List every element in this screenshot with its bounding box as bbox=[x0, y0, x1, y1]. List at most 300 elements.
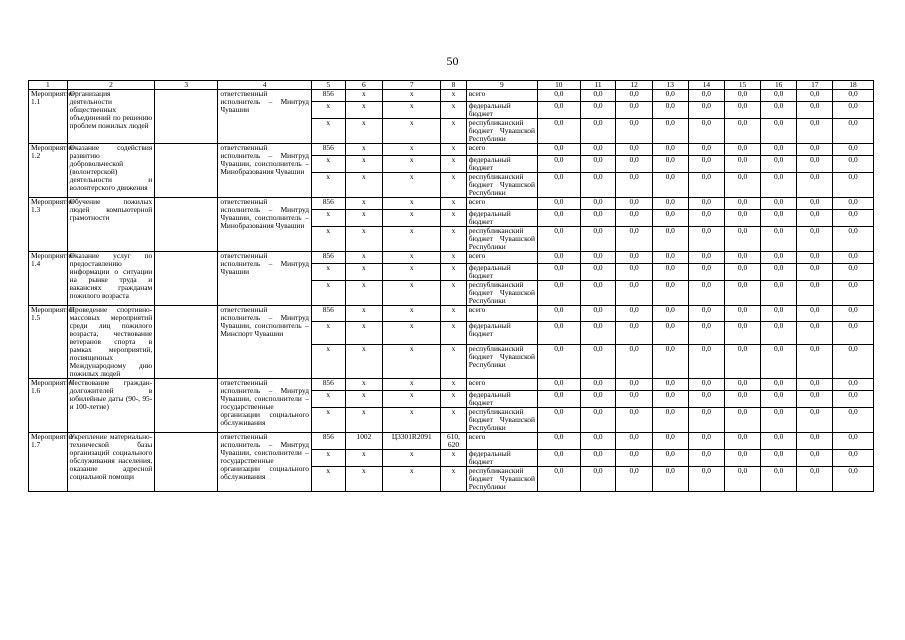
code-cell: x bbox=[345, 90, 383, 102]
amount-cell: 0,0 bbox=[652, 322, 688, 345]
code-cell: x bbox=[345, 227, 383, 252]
amount-cell: 0,0 bbox=[688, 391, 725, 408]
amount-cell: 0,0 bbox=[833, 119, 874, 144]
table-row bbox=[29, 433, 874, 450]
amount-cell: 0,0 bbox=[725, 391, 761, 408]
code-cell: x bbox=[311, 408, 345, 433]
amount-cell: 0,0 bbox=[537, 322, 580, 345]
amount-cell: 0,0 bbox=[760, 227, 797, 252]
amount-cell: 0,0 bbox=[580, 281, 616, 306]
amount-cell: 0,0 bbox=[833, 252, 874, 264]
amount-cell: 0,0 bbox=[537, 467, 580, 492]
amount-cell: 0,0 bbox=[580, 102, 616, 119]
amount-cell: 0,0 bbox=[616, 281, 653, 306]
amount-cell: 0,0 bbox=[652, 450, 688, 467]
amount-cell: 0,0 bbox=[616, 467, 653, 492]
event-executor: ответственный исполнитель – Минтруд Чувашии, соисполнитель – Минобразования Чувашии bbox=[218, 144, 312, 198]
fund-source: всего bbox=[466, 433, 537, 450]
amount-cell: 0,0 bbox=[688, 102, 725, 119]
amount-cell: 0,0 bbox=[833, 450, 874, 467]
code-cell: x bbox=[441, 156, 466, 173]
code-cell: x bbox=[311, 322, 345, 345]
amount-cell: 0,0 bbox=[725, 306, 761, 322]
amount-cell: 0,0 bbox=[833, 173, 874, 198]
amount-cell: 0,0 bbox=[537, 379, 580, 391]
code-cell: x bbox=[345, 252, 383, 264]
amount-cell: 0,0 bbox=[616, 198, 653, 210]
code-cell: x bbox=[311, 156, 345, 173]
event-executor: ответственный исполнитель – Минтруд Чувашии bbox=[218, 90, 312, 144]
code-cell: x bbox=[441, 391, 466, 408]
amount-cell: 0,0 bbox=[652, 408, 688, 433]
amount-cell: 0,0 bbox=[616, 408, 653, 433]
code-cell: x bbox=[383, 408, 441, 433]
amount-cell: 0,0 bbox=[688, 144, 725, 156]
amount-cell: 0,0 bbox=[616, 119, 653, 144]
event-code: Мероприятие 1.5 bbox=[29, 306, 68, 379]
amount-cell: 0,0 bbox=[688, 227, 725, 252]
amount-cell: 0,0 bbox=[616, 173, 653, 198]
code-cell: x bbox=[311, 264, 345, 281]
event-code: Мероприятие 1.7 bbox=[29, 433, 68, 492]
code-cell: x bbox=[441, 379, 466, 391]
amount-cell: 0,0 bbox=[537, 281, 580, 306]
amount-cell: 0,0 bbox=[580, 433, 616, 450]
amount-cell: 0,0 bbox=[725, 408, 761, 433]
event-name: Чествование граждан-долгожителей в юбилейные даты (90-, 95- и 100-летие) bbox=[67, 379, 155, 433]
event-code: Мероприятие 1.2 bbox=[29, 144, 68, 198]
amount-cell: 0,0 bbox=[760, 102, 797, 119]
code-cell: x bbox=[383, 281, 441, 306]
event-name: Оказание услуг по предоставлению информации о ситуации на рынке труда и вакансиях гражданам пожилого возраста bbox=[67, 252, 155, 306]
amount-cell: 0,0 bbox=[580, 322, 616, 345]
code-cell: x bbox=[441, 227, 466, 252]
amount-cell: 0,0 bbox=[760, 156, 797, 173]
amount-cell: 0,0 bbox=[760, 252, 797, 264]
code-cell: x bbox=[383, 198, 441, 210]
code-cell: x bbox=[345, 467, 383, 492]
code-cell: 856 bbox=[311, 252, 345, 264]
amount-cell: 0,0 bbox=[725, 322, 761, 345]
amount-cell: 0,0 bbox=[760, 210, 797, 227]
budget-table bbox=[28, 80, 874, 492]
fund-source: республиканский бюджет Чувашской Республики bbox=[466, 408, 537, 433]
amount-cell: 0,0 bbox=[833, 281, 874, 306]
amount-cell: 0,0 bbox=[616, 210, 653, 227]
amount-cell: 0,0 bbox=[688, 264, 725, 281]
amount-cell: 0,0 bbox=[760, 281, 797, 306]
code-cell: x bbox=[311, 467, 345, 492]
amount-cell: 0,0 bbox=[797, 379, 833, 391]
amount-cell: 0,0 bbox=[580, 210, 616, 227]
code-cell: x bbox=[441, 467, 466, 492]
code-cell: x bbox=[441, 306, 466, 322]
amount-cell: 0,0 bbox=[688, 281, 725, 306]
code-cell: x bbox=[441, 345, 466, 379]
amount-cell: 0,0 bbox=[833, 90, 874, 102]
amount-cell: 0,0 bbox=[760, 433, 797, 450]
amount-cell: 0,0 bbox=[833, 408, 874, 433]
amount-cell: 0,0 bbox=[580, 467, 616, 492]
amount-cell: 0,0 bbox=[652, 345, 688, 379]
amount-cell: 0,0 bbox=[580, 306, 616, 322]
amount-cell: 0,0 bbox=[797, 90, 833, 102]
amount-cell: 0,0 bbox=[725, 281, 761, 306]
code-cell: 856 bbox=[311, 306, 345, 322]
code-cell: x bbox=[383, 102, 441, 119]
code-cell: x bbox=[311, 119, 345, 144]
amount-cell: 0,0 bbox=[797, 450, 833, 467]
amount-cell: 0,0 bbox=[797, 281, 833, 306]
table-row bbox=[29, 90, 874, 102]
code-cell: x bbox=[441, 252, 466, 264]
amount-cell: 0,0 bbox=[760, 144, 797, 156]
header-cell: 6 bbox=[345, 81, 383, 90]
fund-source: республиканский бюджет Чувашской Республики bbox=[466, 119, 537, 144]
amount-cell: 0,0 bbox=[688, 210, 725, 227]
code-cell: 1002 bbox=[345, 433, 383, 450]
code-cell: x bbox=[383, 210, 441, 227]
amount-cell: 0,0 bbox=[537, 252, 580, 264]
amount-cell: 0,0 bbox=[688, 252, 725, 264]
amount-cell: 0,0 bbox=[725, 433, 761, 450]
amount-cell: 0,0 bbox=[725, 144, 761, 156]
code-cell: 856 bbox=[311, 90, 345, 102]
amount-cell: 0,0 bbox=[580, 408, 616, 433]
amount-cell: 0,0 bbox=[797, 156, 833, 173]
code-cell: x bbox=[383, 119, 441, 144]
event-code: Мероприятие 1.6 bbox=[29, 379, 68, 433]
amount-cell: 0,0 bbox=[688, 119, 725, 144]
amount-cell: 0,0 bbox=[616, 322, 653, 345]
amount-cell: 0,0 bbox=[580, 156, 616, 173]
amount-cell: 0,0 bbox=[797, 264, 833, 281]
event-executor: ответственный исполнитель – Минтруд Чувашии, соисполнитель – Минобразования Чувашии bbox=[218, 198, 312, 252]
fund-source: республиканский бюджет Чувашской Республики bbox=[466, 345, 537, 379]
amount-cell: 0,0 bbox=[616, 252, 653, 264]
amount-cell: 0,0 bbox=[537, 264, 580, 281]
header-cell: 2 bbox=[67, 81, 155, 90]
empty-cell bbox=[155, 90, 218, 144]
amount-cell: 0,0 bbox=[652, 227, 688, 252]
amount-cell: 0,0 bbox=[616, 227, 653, 252]
event-executor: ответственный исполнитель – Минтруд Чувашии, соисполнители – государственные организации социального обслуживания bbox=[218, 379, 312, 433]
amount-cell: 0,0 bbox=[537, 306, 580, 322]
fund-source: федеральный бюджет bbox=[466, 322, 537, 345]
fund-source: всего bbox=[466, 252, 537, 264]
amount-cell: 0,0 bbox=[580, 379, 616, 391]
amount-cell: 0,0 bbox=[725, 252, 761, 264]
code-cell: x bbox=[383, 252, 441, 264]
amount-cell: 0,0 bbox=[688, 173, 725, 198]
amount-cell: 0,0 bbox=[537, 227, 580, 252]
code-cell: x bbox=[441, 173, 466, 198]
amount-cell: 0,0 bbox=[652, 306, 688, 322]
code-cell: x bbox=[311, 281, 345, 306]
fund-source: республиканский бюджет Чувашской Республики bbox=[466, 173, 537, 198]
empty-cell bbox=[155, 379, 218, 433]
amount-cell: 0,0 bbox=[760, 345, 797, 379]
amount-cell: 0,0 bbox=[688, 306, 725, 322]
fund-source: федеральный бюджет bbox=[466, 210, 537, 227]
header-cell: 11 bbox=[580, 81, 616, 90]
code-cell: x bbox=[383, 391, 441, 408]
code-cell: x bbox=[345, 119, 383, 144]
code-cell: x bbox=[441, 322, 466, 345]
amount-cell: 0,0 bbox=[580, 450, 616, 467]
amount-cell: 0,0 bbox=[760, 322, 797, 345]
code-cell: x bbox=[311, 345, 345, 379]
fund-source: всего bbox=[466, 198, 537, 210]
empty-cell bbox=[155, 306, 218, 379]
header-cell: 8 bbox=[441, 81, 466, 90]
amount-cell: 0,0 bbox=[537, 210, 580, 227]
code-cell: x bbox=[383, 345, 441, 379]
amount-cell: 0,0 bbox=[833, 210, 874, 227]
header-cell: 5 bbox=[311, 81, 345, 90]
amount-cell: 0,0 bbox=[833, 467, 874, 492]
amount-cell: 0,0 bbox=[833, 144, 874, 156]
code-cell: x bbox=[383, 173, 441, 198]
code-cell: x bbox=[345, 345, 383, 379]
amount-cell: 0,0 bbox=[537, 198, 580, 210]
amount-cell: 0,0 bbox=[760, 450, 797, 467]
amount-cell: 0,0 bbox=[580, 345, 616, 379]
code-cell: x bbox=[345, 102, 383, 119]
amount-cell: 0,0 bbox=[616, 450, 653, 467]
code-cell: x bbox=[383, 264, 441, 281]
amount-cell: 0,0 bbox=[537, 156, 580, 173]
amount-cell: 0,0 bbox=[580, 198, 616, 210]
amount-cell: 0,0 bbox=[537, 173, 580, 198]
amount-cell: 0,0 bbox=[725, 264, 761, 281]
code-cell: x bbox=[345, 198, 383, 210]
amount-cell: 0,0 bbox=[537, 144, 580, 156]
amount-cell: 0,0 bbox=[616, 264, 653, 281]
header-cell: 1 bbox=[29, 81, 68, 90]
amount-cell: 0,0 bbox=[537, 119, 580, 144]
fund-source: федеральный бюджет bbox=[466, 102, 537, 119]
code-cell: x bbox=[383, 450, 441, 467]
header-cell: 14 bbox=[688, 81, 725, 90]
event-code: Мероприятие 1.3 bbox=[29, 198, 68, 252]
code-cell: x bbox=[345, 144, 383, 156]
code-cell: x bbox=[383, 322, 441, 345]
code-cell: x bbox=[441, 408, 466, 433]
amount-cell: 0,0 bbox=[833, 391, 874, 408]
code-cell: x bbox=[345, 379, 383, 391]
header-cell: 9 bbox=[466, 81, 537, 90]
amount-cell: 0,0 bbox=[616, 156, 653, 173]
amount-cell: 0,0 bbox=[760, 173, 797, 198]
event-executor: ответственный исполнитель – Минтруд Чувашии, соисполнитель – Минспорт Чувашии bbox=[218, 306, 312, 379]
code-cell: x bbox=[311, 210, 345, 227]
amount-cell: 0,0 bbox=[688, 408, 725, 433]
header-cell: 10 bbox=[537, 81, 580, 90]
amount-cell: 0,0 bbox=[652, 173, 688, 198]
amount-cell: 0,0 bbox=[652, 144, 688, 156]
code-cell: x bbox=[441, 198, 466, 210]
code-cell: 610, 620 bbox=[441, 433, 466, 450]
amount-cell: 0,0 bbox=[797, 252, 833, 264]
amount-cell: 0,0 bbox=[652, 198, 688, 210]
amount-cell: 0,0 bbox=[688, 322, 725, 345]
amount-cell: 0,0 bbox=[833, 379, 874, 391]
code-cell: x bbox=[441, 450, 466, 467]
code-cell: x bbox=[345, 210, 383, 227]
amount-cell: 0,0 bbox=[688, 345, 725, 379]
amount-cell: 0,0 bbox=[797, 306, 833, 322]
amount-cell: 0,0 bbox=[725, 450, 761, 467]
amount-cell: 0,0 bbox=[725, 102, 761, 119]
amount-cell: 0,0 bbox=[833, 227, 874, 252]
amount-cell: 0,0 bbox=[797, 467, 833, 492]
amount-cell: 0,0 bbox=[725, 467, 761, 492]
amount-cell: 0,0 bbox=[688, 156, 725, 173]
amount-cell: 0,0 bbox=[760, 379, 797, 391]
amount-cell: 0,0 bbox=[725, 227, 761, 252]
amount-cell: 0,0 bbox=[616, 144, 653, 156]
amount-cell: 0,0 bbox=[616, 379, 653, 391]
fund-source: республиканский бюджет Чувашской Республики bbox=[466, 281, 537, 306]
empty-cell bbox=[155, 433, 218, 492]
fund-source: всего bbox=[466, 90, 537, 102]
amount-cell: 0,0 bbox=[537, 345, 580, 379]
amount-cell: 0,0 bbox=[688, 198, 725, 210]
code-cell: x bbox=[441, 119, 466, 144]
amount-cell: 0,0 bbox=[652, 391, 688, 408]
code-cell: x bbox=[441, 210, 466, 227]
amount-cell: 0,0 bbox=[580, 144, 616, 156]
code-cell: x bbox=[383, 227, 441, 252]
code-cell: x bbox=[441, 144, 466, 156]
amount-cell: 0,0 bbox=[725, 210, 761, 227]
event-name: Оказание содействия развитию добровольческой (волонтерской) деятельности и волонтерского движения bbox=[67, 144, 155, 198]
header-cell: 16 bbox=[760, 81, 797, 90]
amount-cell: 0,0 bbox=[725, 379, 761, 391]
fund-source: всего bbox=[466, 144, 537, 156]
amount-cell: 0,0 bbox=[760, 198, 797, 210]
code-cell: x bbox=[311, 450, 345, 467]
amount-cell: 0,0 bbox=[616, 90, 653, 102]
fund-source: федеральный бюджет bbox=[466, 156, 537, 173]
code-cell: 856 bbox=[311, 198, 345, 210]
header-cell: 12 bbox=[616, 81, 653, 90]
amount-cell: 0,0 bbox=[760, 408, 797, 433]
amount-cell: 0,0 bbox=[797, 345, 833, 379]
fund-source: республиканский бюджет Чувашской Республики bbox=[466, 467, 537, 492]
code-cell: x bbox=[441, 281, 466, 306]
amount-cell: 0,0 bbox=[616, 345, 653, 379]
amount-cell: 0,0 bbox=[797, 433, 833, 450]
event-code: Мероприятие 1.1 bbox=[29, 90, 68, 144]
header-cell: 17 bbox=[797, 81, 833, 90]
code-cell: x bbox=[345, 281, 383, 306]
code-cell: 856 bbox=[311, 144, 345, 156]
amount-cell: 0,0 bbox=[688, 433, 725, 450]
code-cell: x bbox=[383, 156, 441, 173]
amount-cell: 0,0 bbox=[797, 119, 833, 144]
code-cell: x bbox=[311, 102, 345, 119]
table-row bbox=[29, 306, 874, 322]
code-cell: x bbox=[383, 90, 441, 102]
amount-cell: 0,0 bbox=[833, 264, 874, 281]
header-cell: 3 bbox=[155, 81, 218, 90]
amount-cell: 0,0 bbox=[797, 198, 833, 210]
code-cell: x bbox=[345, 173, 383, 198]
amount-cell: 0,0 bbox=[537, 433, 580, 450]
amount-cell: 0,0 bbox=[652, 252, 688, 264]
code-cell: Ц3301R2091 bbox=[383, 433, 441, 450]
amount-cell: 0,0 bbox=[616, 433, 653, 450]
code-cell: x bbox=[345, 408, 383, 433]
amount-cell: 0,0 bbox=[616, 102, 653, 119]
code-cell: x bbox=[441, 102, 466, 119]
code-cell: 856 bbox=[311, 379, 345, 391]
code-cell: x bbox=[383, 379, 441, 391]
empty-cell bbox=[155, 144, 218, 198]
code-cell: x bbox=[311, 227, 345, 252]
amount-cell: 0,0 bbox=[833, 156, 874, 173]
amount-cell: 0,0 bbox=[652, 102, 688, 119]
amount-cell: 0,0 bbox=[797, 210, 833, 227]
amount-cell: 0,0 bbox=[688, 90, 725, 102]
event-name: Обучение пожилых людей компьютерной грамотности bbox=[67, 198, 155, 252]
amount-cell: 0,0 bbox=[537, 408, 580, 433]
page-number: 50 bbox=[446, 54, 459, 68]
amount-cell: 0,0 bbox=[797, 144, 833, 156]
header-cell: 7 bbox=[383, 81, 441, 90]
header-cell: 13 bbox=[652, 81, 688, 90]
event-executor: ответственный исполнитель – Минтруд Чувашии bbox=[218, 252, 312, 306]
fund-source: всего bbox=[466, 306, 537, 322]
code-cell: x bbox=[345, 450, 383, 467]
amount-cell: 0,0 bbox=[725, 345, 761, 379]
code-cell: 856 bbox=[311, 433, 345, 450]
fund-source: республиканский бюджет Чувашской Республики bbox=[466, 227, 537, 252]
amount-cell: 0,0 bbox=[652, 156, 688, 173]
code-cell: x bbox=[441, 90, 466, 102]
amount-cell: 0,0 bbox=[537, 391, 580, 408]
amount-cell: 0,0 bbox=[725, 173, 761, 198]
amount-cell: 0,0 bbox=[797, 322, 833, 345]
table-row bbox=[29, 144, 874, 156]
event-code: Мероприятие 1.4 bbox=[29, 252, 68, 306]
fund-source: федеральный бюджет bbox=[466, 391, 537, 408]
amount-cell: 0,0 bbox=[760, 264, 797, 281]
amount-cell: 0,0 bbox=[760, 306, 797, 322]
amount-cell: 0,0 bbox=[725, 90, 761, 102]
amount-cell: 0,0 bbox=[537, 450, 580, 467]
amount-cell: 0,0 bbox=[797, 391, 833, 408]
code-cell: x bbox=[345, 391, 383, 408]
amount-cell: 0,0 bbox=[760, 467, 797, 492]
amount-cell: 0,0 bbox=[797, 227, 833, 252]
amount-cell: 0,0 bbox=[760, 119, 797, 144]
amount-cell: 0,0 bbox=[725, 119, 761, 144]
amount-cell: 0,0 bbox=[688, 467, 725, 492]
amount-cell: 0,0 bbox=[725, 156, 761, 173]
amount-cell: 0,0 bbox=[537, 90, 580, 102]
header-cell: 4 bbox=[218, 81, 312, 90]
amount-cell: 0,0 bbox=[652, 467, 688, 492]
code-cell: x bbox=[345, 306, 383, 322]
amount-cell: 0,0 bbox=[537, 102, 580, 119]
code-cell: x bbox=[311, 391, 345, 408]
amount-cell: 0,0 bbox=[652, 119, 688, 144]
fund-source: всего bbox=[466, 379, 537, 391]
amount-cell: 0,0 bbox=[833, 433, 874, 450]
